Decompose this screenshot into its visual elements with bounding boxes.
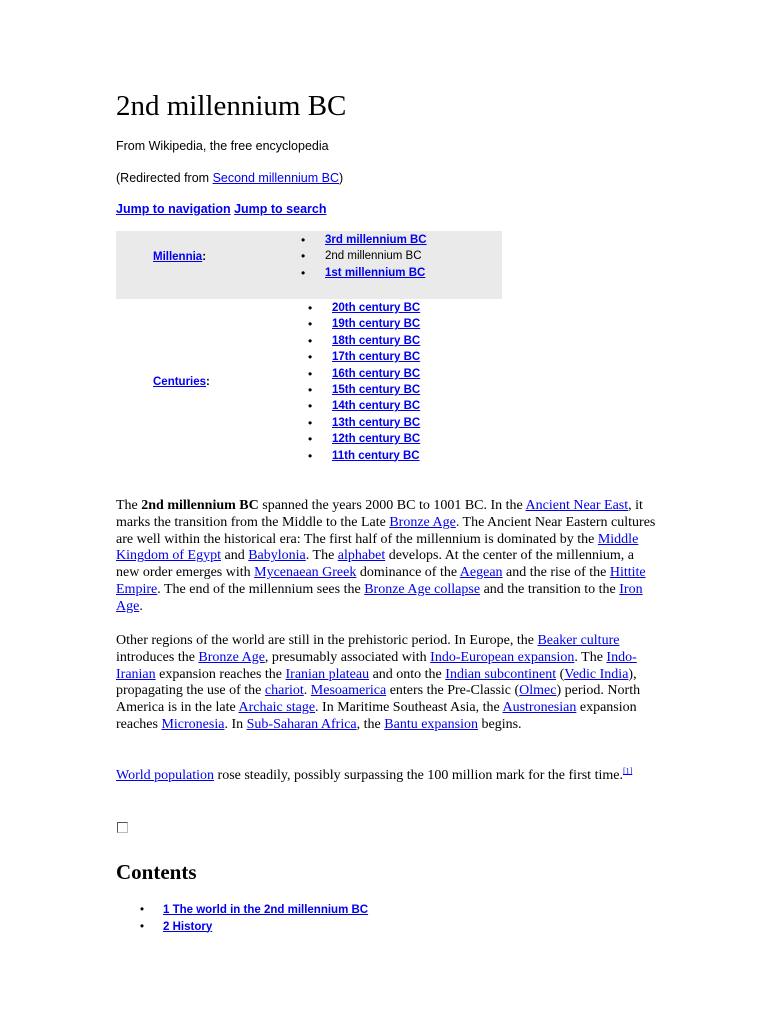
- link-austronesian[interactable]: Austronesian: [502, 700, 577, 716]
- article-subject: 2nd millennium BC: [141, 498, 259, 513]
- regions-paragraph: [116, 633, 656, 734]
- text-run: develops. At the center of the millennium, a new order emerges with: [116, 548, 635, 581]
- list-item: [308, 415, 420, 431]
- text-run: (: [556, 666, 565, 682]
- millennia-link[interactable]: Millennia: [153, 251, 203, 263]
- text-run: enters the Pre-Classic (: [386, 683, 520, 699]
- millennium-current-2nd: 2nd millennium BC: [325, 250, 422, 263]
- text-run: Other regions of the world are still in the prehistoric period. In Europe, the: [116, 633, 538, 648]
- list-item: [308, 333, 420, 349]
- list-item: [301, 265, 427, 281]
- centuries-link[interactable]: Centuries: [153, 376, 207, 388]
- tagline: From Wikipedia, the free encyclopedia: [116, 139, 329, 153]
- table-of-contents: [116, 902, 368, 935]
- text-run: The: [116, 498, 142, 513]
- text-run: . In Maritime Southeast Asia, the: [315, 700, 503, 716]
- link-vedic-india[interactable]: Vedic India: [564, 666, 629, 682]
- century-link-15th[interactable]: 15th century BC: [332, 383, 421, 396]
- link-beaker-culture[interactable]: Beaker culture: [537, 633, 620, 648]
- link-world-population[interactable]: World population: [116, 768, 215, 783]
- toc-link-history[interactable]: 2 History: [163, 920, 213, 933]
- link-iranian-plateau[interactable]: Iranian plateau: [285, 666, 370, 682]
- century-link-13th[interactable]: 13th century BC: [332, 416, 421, 429]
- text-run: , the: [356, 716, 385, 732]
- centuries-colon: :: [206, 376, 210, 388]
- jump-links: [116, 201, 326, 217]
- text-run: , presumably associated with: [264, 649, 431, 665]
- list-item: [308, 366, 420, 382]
- text-run: . The Ancient Near Eastern cultures are well within the historical era: The first half of the millennium is dominated by the: [116, 514, 656, 547]
- millennia-list: [301, 232, 427, 281]
- link-mycenaean-greek[interactable]: Mycenaean Greek: [254, 565, 357, 581]
- intro-paragraph: [116, 498, 656, 616]
- century-link-19th[interactable]: 19th century BC: [332, 318, 421, 331]
- centuries-list: [308, 300, 420, 464]
- list-item: [308, 300, 420, 316]
- list-item: [308, 398, 420, 414]
- link-indian-subcontinent[interactable]: Indian subcontinent: [445, 666, 557, 682]
- text-run: .: [139, 598, 143, 614]
- toc-toggle-checkbox[interactable]: [117, 822, 128, 833]
- millennium-link-1st[interactable]: 1st millennium BC: [325, 266, 426, 279]
- list-item: [308, 431, 420, 447]
- link-iron-age[interactable]: Iron Age: [116, 581, 643, 614]
- redirect-suffix: ): [339, 171, 344, 185]
- text-run: . In: [224, 716, 247, 732]
- list-item: [308, 382, 420, 398]
- redirect-source-link[interactable]: Second millennium BC: [212, 171, 340, 185]
- text-run: and the rise of the: [502, 565, 610, 581]
- link-alphabet[interactable]: alphabet: [337, 548, 386, 564]
- link-bronze-age-2[interactable]: Bronze Age: [198, 649, 265, 665]
- text-run: dominance of the: [356, 565, 460, 581]
- text-run: . The: [305, 548, 338, 564]
- link-aegean[interactable]: Aegean: [459, 565, 503, 581]
- text-run: ), propagating the use of the: [116, 666, 637, 699]
- text-run: . The: [574, 649, 607, 665]
- link-ancient-near-east[interactable]: Ancient Near East: [525, 498, 629, 513]
- link-sub-saharan-africa[interactable]: Sub-Saharan Africa: [246, 716, 357, 732]
- text-run: rose steadily, possibly surpassing the 100 million mark for the first time.: [214, 768, 623, 783]
- page-title: 2nd millennium BC: [116, 90, 347, 122]
- list-item: [301, 248, 427, 264]
- list-item: [116, 919, 368, 936]
- text-run: introduces the: [116, 649, 199, 665]
- text-run: and the transition to the: [480, 581, 620, 597]
- link-bronze-age[interactable]: Bronze Age: [389, 514, 456, 530]
- link-babylonia[interactable]: Babylonia: [248, 548, 306, 564]
- population-paragraph: [116, 768, 656, 785]
- millennium-link-3rd[interactable]: 3rd millennium BC: [325, 234, 427, 246]
- link-middle-kingdom-of-egypt[interactable]: Middle Kingdom of Egypt: [116, 531, 639, 564]
- toc-link-world[interactable]: 1 The world in the 2nd millennium BC: [163, 904, 369, 916]
- text-run: , it marks the transition from the Middle to the Late: [116, 498, 643, 530]
- link-chariot[interactable]: chariot: [264, 683, 304, 699]
- navbox-millennia-row: [116, 231, 502, 299]
- text-run: . The end of the millennium sees the: [157, 581, 365, 597]
- navbox-centuries-row: [116, 299, 502, 479]
- list-item: [116, 902, 368, 919]
- millennia-label: [153, 251, 206, 263]
- list-item: [308, 448, 420, 464]
- text-run: and onto the: [369, 666, 446, 682]
- list-item: [301, 232, 427, 248]
- link-mesoamerica[interactable]: Mesoamerica: [310, 683, 387, 699]
- century-link-18th[interactable]: 18th century BC: [332, 334, 421, 347]
- text-run: expansion reaches: [116, 700, 637, 732]
- text-run: begins.: [477, 716, 522, 732]
- text-run: spanned the years 2000 BC to 1001 BC. In the: [258, 498, 526, 513]
- link-bronze-age-collapse[interactable]: Bronze Age collapse: [364, 581, 481, 597]
- link-archaic-stage[interactable]: Archaic stage: [238, 700, 316, 716]
- contents-heading: Contents: [116, 860, 197, 884]
- century-link-17th[interactable]: 17th century BC: [332, 351, 421, 364]
- centuries-label: [153, 376, 210, 388]
- reference-link-1[interactable]: [1]: [622, 766, 633, 776]
- century-link-14th[interactable]: 14th century BC: [332, 400, 421, 413]
- link-micronesia[interactable]: Micronesia: [161, 716, 225, 732]
- jump-to-search-link[interactable]: Jump to search: [234, 202, 327, 216]
- century-link-12th[interactable]: 12th century BC: [332, 433, 421, 446]
- link-bantu-expansion[interactable]: Bantu expansion: [384, 716, 478, 732]
- redirect-notice: [116, 170, 343, 186]
- text-run: ) period. North America is in the late: [116, 683, 641, 716]
- text-run: .: [303, 683, 311, 699]
- redirect-prefix: (Redirected from: [116, 171, 213, 185]
- millennia-colon: :: [202, 251, 207, 263]
- century-link-20th[interactable]: 20th century BC: [332, 302, 421, 314]
- century-link-11th[interactable]: 11th century BC: [332, 449, 420, 462]
- century-link-16th[interactable]: 16th century BC: [332, 367, 421, 380]
- list-item: [308, 316, 420, 332]
- list-item: [308, 349, 420, 365]
- text-run: and: [221, 548, 249, 564]
- link-hittite-empire[interactable]: Hittite Empire: [116, 565, 646, 597]
- navbox: [116, 231, 502, 479]
- link-olmec[interactable]: Olmec: [519, 683, 557, 699]
- link-indo-european-expansion[interactable]: Indo-European expansion: [430, 649, 575, 665]
- link-indo-iranian[interactable]: Indo-Iranian: [116, 649, 637, 682]
- jump-to-navigation-link[interactable]: Jump to navigation: [116, 202, 231, 216]
- text-run: expansion reaches the: [155, 666, 286, 682]
